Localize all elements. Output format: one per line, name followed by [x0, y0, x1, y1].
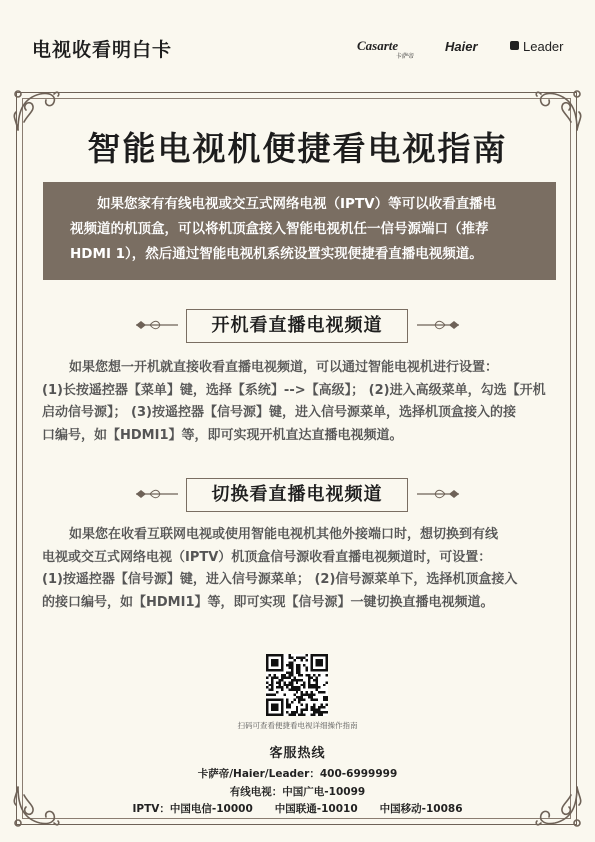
section-title-startup: 开机看直播电视频道 — [186, 309, 408, 343]
section-startup-body — [42, 357, 562, 447]
leader-logo: Leader — [523, 39, 564, 54]
hotline-brand: 卡萨帝/Haier/Leader：400-6999999 — [197, 768, 398, 780]
body-line: 启动信号源】； (3)按遥控器【信号源】键，进入信号源菜单，选择机顶盒接入的接 — [42, 405, 516, 420]
body-line: 的接口编号，如【HDMI1】等，即可实现【信号源】一键切换直播电视频道。 — [42, 594, 494, 610]
hotline-iptv — [0, 801, 595, 816]
intro-line: 视频道的机顶盒，可以将机顶盒接入智能电视机任一信号源端口（推荐 — [70, 221, 489, 237]
section-ornament-left-icon — [134, 488, 184, 500]
body-line: (1)按遥控器【信号源】键，进入信号源菜单； (2)信号源菜单下，选择机顶盒接入 — [42, 572, 518, 587]
section-switch-body — [42, 524, 562, 614]
body-line: 口编号，如【HDMI1】等，即可实现开机直达直播电视频道。 — [42, 427, 403, 443]
qr-code-icon[interactable] — [266, 654, 328, 716]
haier-logo: Haier — [445, 39, 478, 54]
hotline-title: 客服热线 — [269, 746, 326, 761]
hotline-iptv-mobile: 中国移动-10086 — [379, 803, 463, 815]
hotline-iptv-unicom: 中国联通-10010 — [274, 803, 358, 815]
section-ornament-right-icon — [411, 488, 461, 500]
intro-text — [70, 192, 540, 267]
section-title-switch: 切换看直播电视频道 — [186, 478, 408, 512]
body-line: 如果您想一开机就直接收看直播电视频道，可以通过智能电视机进行设置： — [69, 360, 499, 375]
body-line: 如果您在收看互联网电视或使用智能电视机其他外接端口时，想切换到有线 — [69, 527, 499, 542]
section-ornament-left-icon — [134, 319, 184, 331]
qr-caption: 扫码可查看便捷看电视详细操作指南 — [237, 721, 358, 730]
card-title: 电视收看明白卡 — [32, 39, 173, 61]
casarte-logo: Casarte — [357, 38, 399, 53]
body-line: 电视或交互式网络电视（IPTV）机顶盒信号源收看直播电视频道时，可设置： — [42, 549, 492, 565]
brand-logos — [0, 38, 595, 58]
casarte-logo-sub: 卡萨帝 — [396, 53, 415, 60]
hotline-iptv-telecom: IPTV：中国电信-10000 — [132, 803, 253, 815]
intro-line: HDMI 1），然后通过智能电视机系统设置实现便捷看直播电视频道。 — [70, 246, 483, 262]
intro-line: 如果您家有有线电视或交互式网络电视（IPTV）等可以收看直播电 — [97, 196, 497, 212]
body-line: (1)长按遥控器【菜单】键，选择【系统】-->【高级】； (2)进入高级菜单，勾选【开机 — [42, 382, 546, 398]
section-ornament-right-icon — [411, 319, 461, 331]
hotline-cable: 有线电视：中国广电-10099 — [229, 786, 366, 798]
page-title: 智能电视机便捷看电视指南 — [87, 129, 508, 168]
